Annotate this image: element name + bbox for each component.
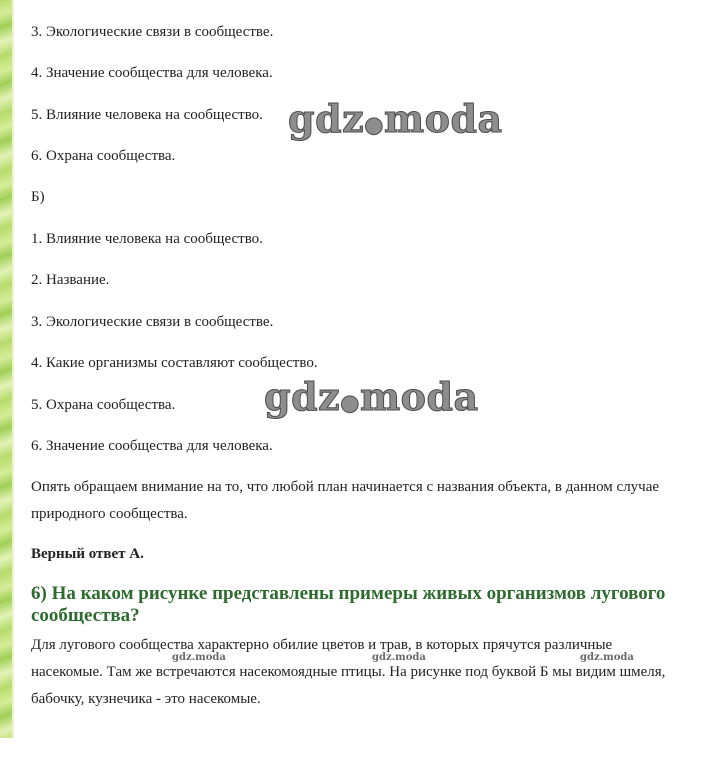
list-a-item-6: 6. Охрана сообщества. — [31, 148, 176, 164]
watermark-small-2: gdz.moda — [372, 652, 426, 663]
watermark-small-3: gdz.moda — [580, 652, 634, 663]
watermark-dot-icon: ● — [340, 390, 360, 416]
list-b-item-1: 1. Влияние человека на сообщество. — [31, 231, 263, 247]
watermark-dot-icon: ● — [364, 112, 384, 138]
watermark-logo-top — [288, 96, 503, 141]
watermark-text: gdz — [264, 374, 341, 419]
watermark-logo-middle — [264, 374, 479, 419]
list-a-item-3: 3. Экологические связи в сообществе. — [31, 24, 274, 40]
list-b-item-6: 6. Значение сообщества для человека. — [31, 438, 273, 454]
decorative-grass-strip — [0, 0, 14, 738]
answer-text: Верный ответ А. — [31, 546, 144, 562]
watermark-text: moda — [359, 374, 479, 419]
watermark-text: gdz — [288, 96, 365, 141]
list-b-item-5: 5. Охрана сообщества. — [31, 397, 176, 413]
watermark-text: moda — [383, 96, 503, 141]
list-b-label: Б) — [31, 189, 45, 205]
list-b-item-3: 3. Экологические связи в сообществе. — [31, 314, 274, 330]
question-heading: 6) На каком рисунке представлены примеры живых организмов лугового сообщества? — [31, 583, 666, 626]
question-answer-paragraph: Для лугового сообщества характерно обилие цветов и трав, в которых прячутся различные насекомые. Там же встречаются насекомоядные птицы. На рисунке под буквой Б мы видим шмеля, бабочку, кузнечика - это насекомые. — [31, 637, 666, 707]
explanation-paragraph: Опять обращаем внимание на то, что любой план начинается с названия объекта, в данном случае природного сообщества. — [31, 479, 660, 522]
list-a-item-4: 4. Значение сообщества для человека. — [31, 65, 273, 81]
list-b-item-2: 2. Название. — [31, 272, 110, 288]
watermark-small-1: gdz.moda — [172, 652, 226, 663]
list-a-item-5: 5. Влияние человека на сообщество. — [31, 107, 263, 123]
list-b-item-4: 4. Какие организмы составляют сообщество. — [31, 355, 318, 371]
